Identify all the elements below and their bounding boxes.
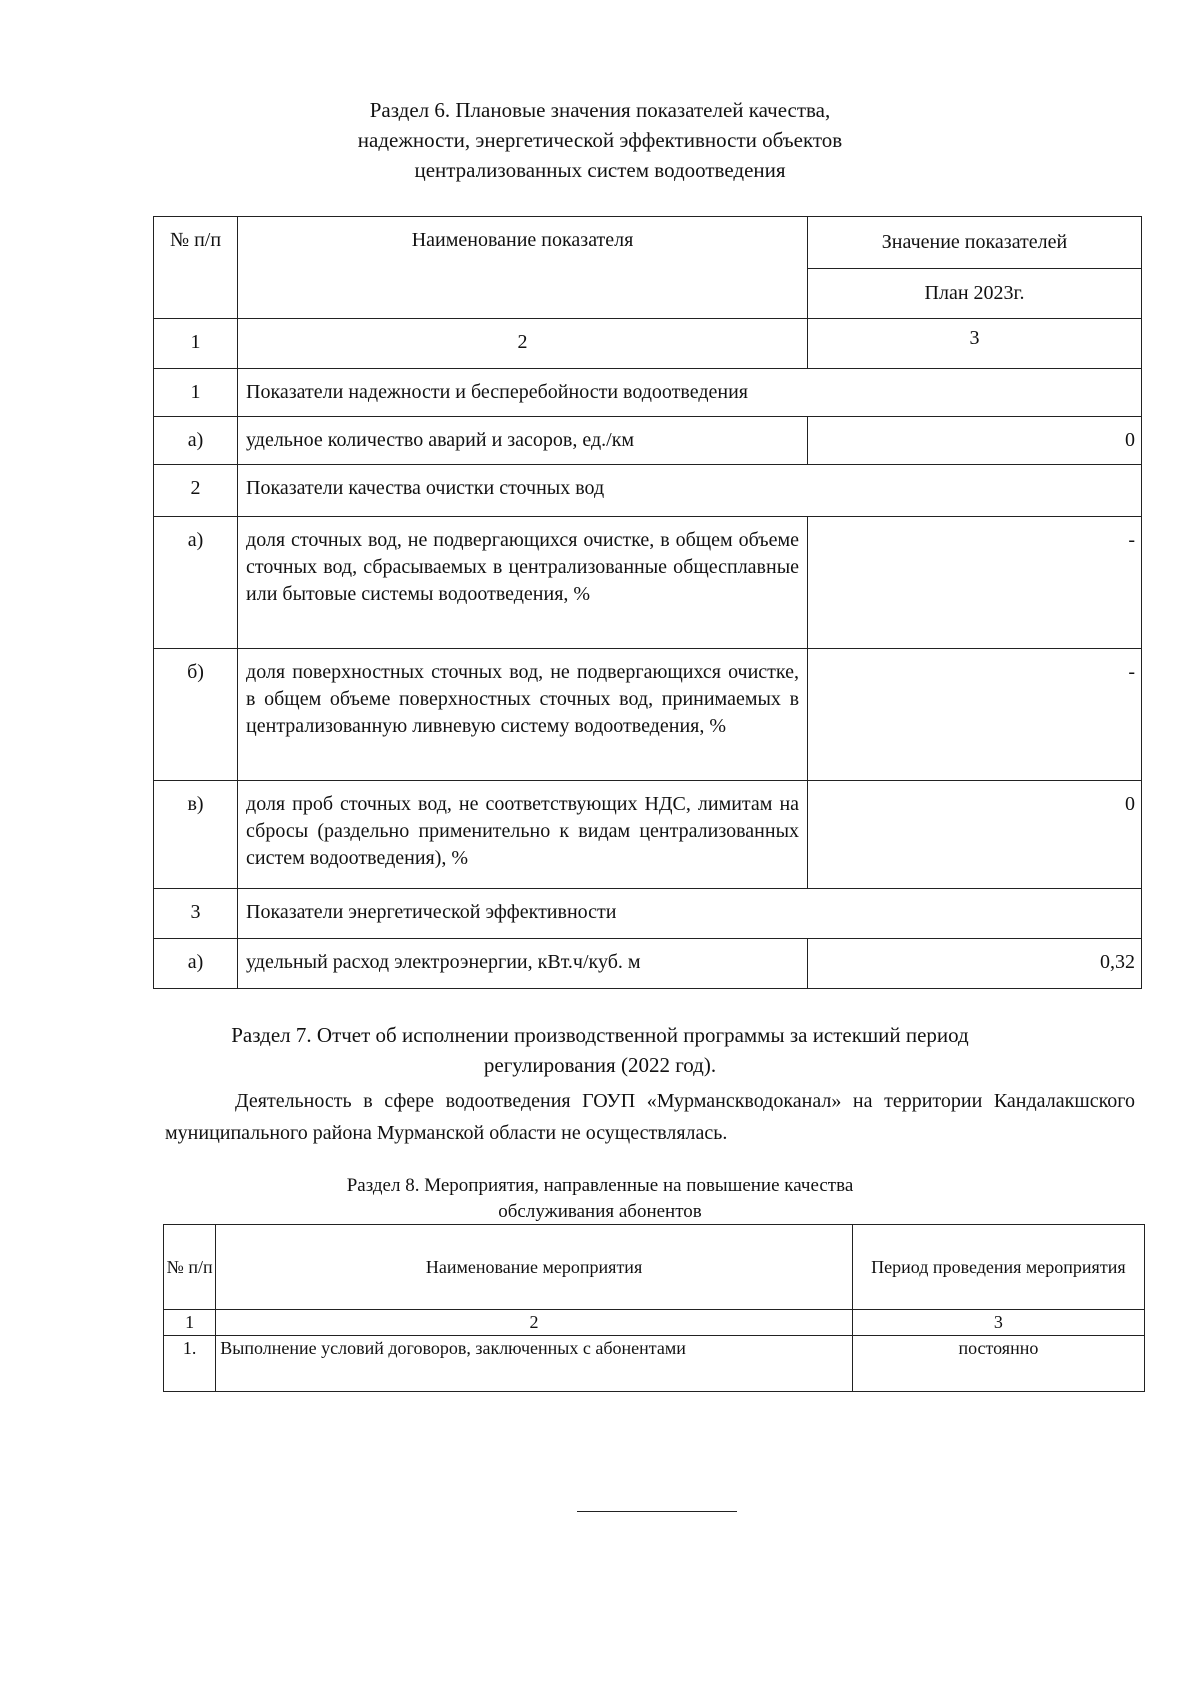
signature-line [577, 1511, 737, 1512]
measures-table [163, 1224, 1145, 1392]
table-row [154, 781, 1142, 889]
header-num: № п/п [154, 217, 238, 319]
column-number: 1 [164, 1310, 216, 1336]
header-plan: План 2023г. [808, 269, 1142, 319]
section8-title [0, 1173, 1200, 1225]
section7-paragraph-text: Деятельность в сфере водоотведения ГОУП «Мурманскводоканал» на территории Кандалакшского муниципального района Мурманской области не осуществлялась. [165, 1090, 1135, 1144]
table-header-row [154, 217, 1142, 269]
column-number: 3 [852, 1310, 1144, 1336]
header-period: Период проведения мероприятия [852, 1225, 1144, 1310]
column-number-row [154, 319, 1142, 369]
section7-title-line: регулирования (2022 год). [483, 1053, 717, 1077]
table-row [154, 369, 1142, 417]
table-row [154, 939, 1142, 989]
section6-title-line: Раздел 6. Плановые значения показателей качества, [369, 98, 831, 122]
row-value: - [808, 517, 1142, 649]
row-num: 1. [164, 1336, 216, 1392]
row-name: удельное количество аварий и засоров, ед./км [238, 417, 808, 465]
row-num: а) [154, 517, 238, 649]
row-name: удельный расход электроэнергии, кВт.ч/куб. м [238, 939, 808, 989]
header-value: Значение показателей [808, 217, 1142, 269]
indicators-table [153, 216, 1142, 989]
column-number: 1 [154, 319, 238, 369]
table-row [154, 465, 1142, 517]
section6-title-line: централизованных систем водоотведения [414, 158, 786, 182]
section8-title-line: Раздел 8. Мероприятия, направленные на повышение качества [346, 1175, 854, 1196]
table-row [164, 1336, 1145, 1392]
row-value: - [808, 649, 1142, 781]
row-num: а) [154, 417, 238, 465]
section6-title [0, 95, 1200, 185]
row-value: 0,32 [808, 939, 1142, 989]
row-name: Выполнение условий договоров, заключенных с абонентами [216, 1336, 853, 1392]
row-num: 2 [154, 465, 238, 517]
header-name: Наименование показателя [238, 217, 808, 319]
row-name: Показатели надежности и бесперебойности водоотведения [238, 369, 1142, 417]
column-number: 2 [238, 319, 808, 369]
row-name: доля проб сточных вод, не соответствующих НДС, лимитам на сбросы (раздельно применительно к видам централизованных систем водоотведения), % [238, 781, 808, 889]
table-row [154, 649, 1142, 781]
row-num: б) [154, 649, 238, 781]
row-value: 0 [808, 781, 1142, 889]
row-name: доля поверхностных сточных вод, не подвергающихся очистке, в общем объеме поверхностных сточных вод, принимаемых в централизованную ливневую систему водоотведения, % [238, 649, 808, 781]
row-name: Показатели энергетической эффективности [238, 889, 1142, 939]
row-num: в) [154, 781, 238, 889]
section7-title-line: Раздел 7. Отчет об исполнении производственной программы за истекший период [231, 1023, 969, 1047]
column-number: 2 [216, 1310, 853, 1336]
column-number: 3 [808, 319, 1142, 369]
section8-title-line: обслуживания абонентов [498, 1201, 702, 1222]
table-row [154, 889, 1142, 939]
row-name: Показатели качества очистки сточных вод [238, 465, 1142, 517]
column-number-row [164, 1310, 1145, 1336]
row-name: доля сточных вод, не подвергающихся очистке, в общем объеме сточных вод, сбрасываемых в централизованные общесплавные или бытовые системы водоотведения, % [238, 517, 808, 649]
header-name: Наименование мероприятия [216, 1225, 853, 1310]
row-period: постоянно [852, 1336, 1144, 1392]
row-num: 1 [154, 369, 238, 417]
section6-title-line: надежности, энергетической эффективности объектов [357, 128, 843, 152]
section7-title [0, 1020, 1200, 1080]
table-header-row [164, 1225, 1145, 1310]
section7-paragraph [165, 1085, 1135, 1149]
table-row [154, 417, 1142, 465]
row-value: 0 [808, 417, 1142, 465]
row-num: 3 [154, 889, 238, 939]
row-num: а) [154, 939, 238, 989]
table-row [154, 517, 1142, 649]
header-num: № п/п [164, 1225, 216, 1310]
